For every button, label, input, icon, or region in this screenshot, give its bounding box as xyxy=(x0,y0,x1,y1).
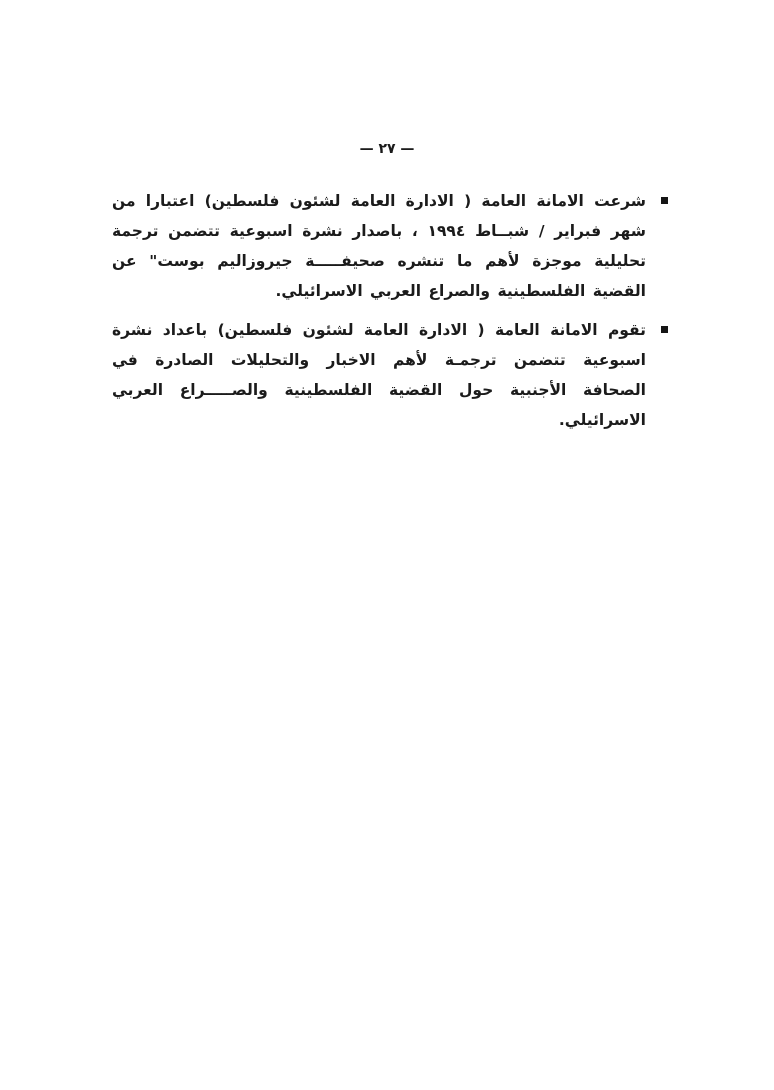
square-bullet-icon xyxy=(661,326,668,333)
bullet-text: شرعت الامانة العامة ( الادارة العامة لشئون فلسطين) اعتبارا من شهر فبراير / شبــاط ١٩٩٤ ، باصدار نشرة اسبوعية تتضمن ترجمة تحليلية موجزة لأهم ما تنشره صحيفـــــة جيروزاليم بوست" عن القضية الفلسطينية والصراع العربي الاسرائيلي. xyxy=(112,192,646,300)
document-body xyxy=(112,186,668,444)
list-item xyxy=(112,315,668,435)
square-bullet-icon xyxy=(661,197,668,204)
bullet-text: تقوم الامانة العامة ( الادارة العامة لشئون فلسطين) باعداد نشرة اسبوعية تتضمن ترجمـة لأهم الاخبار والتحليلات الصادرة في الصحافة الأجنبية حول القضية الفلسطينية والصـــــراع العربي الاسرائيلي. xyxy=(112,321,646,429)
list-item xyxy=(112,186,668,306)
page-number: — ٢٧ — xyxy=(359,141,415,157)
